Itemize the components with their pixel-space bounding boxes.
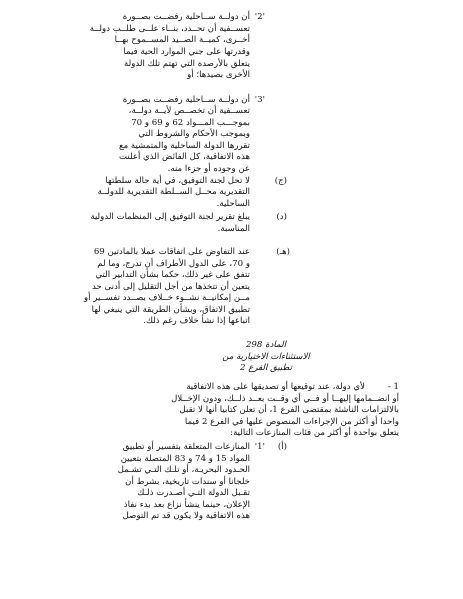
- text-line: وقدرتها على جني الموارد الحية فيما: [123, 47, 250, 57]
- text-line: أخــرى، كميــة الصــيد المســموح بهــا: [114, 35, 250, 45]
- text-line: خلجانا أو سندات تاريخية، بشرط أن: [125, 477, 250, 487]
- item-marker-c: (ج): [274, 176, 287, 186]
- text-line: المنازعات المتعلقة بتفسير أو تطبيق: [122, 442, 250, 452]
- text-line: تقررها الدولة الساحلية والمتمشية مع: [119, 141, 250, 151]
- article-title-line-1: الاستثناءات الاختيارية من: [222, 352, 310, 362]
- text-line: و 70، على الدول الأطراف أن تدرج، وما لم: [97, 259, 250, 269]
- text-line: التقديرية محــل الســلطة التقديرية للدولــة: [97, 187, 250, 197]
- text-line: يبلغ تقرير لجنة التوفيق إلى المنظمات الدولية: [90, 212, 250, 222]
- text-line: يتعلق بواحدة أو أكثر من فئات المنازعات التالية:: [230, 428, 399, 438]
- text-line: المناسبة.: [217, 224, 250, 234]
- text-line: تطبيق الاتفاق، وبشأن الطريقة التي ينبغي لها: [91, 305, 250, 315]
- text-line: الإعلان، حينما ينشأ نزاع بعد بدء نفاذ: [123, 500, 250, 510]
- text-line: عند التفاوض على اتفاقات عملا بالمادتين 69: [93, 247, 250, 257]
- subitem-marker-3: '3': [254, 95, 265, 105]
- text-line: لا تحل لجنة التوفيق، في أية حالة سلطتها: [105, 176, 250, 186]
- article-number: المادة 298: [245, 340, 287, 350]
- subitem-marker-1: '1': [254, 442, 265, 452]
- text-line: واحدا أو أكثر من الإجراءات المنصوص عليها في الفرع 2 فيما: [184, 417, 399, 427]
- item-marker-a: (أ): [277, 442, 287, 452]
- text-line: أن دولــة ســاحلية رفضــت بصــورة: [122, 12, 250, 22]
- subitem-marker-2: '2': [254, 12, 265, 22]
- text-line: تعســفية أن تخصــص لأيــة دولــة،: [128, 106, 250, 116]
- text-line: هذه الاتفاقية ولا يكون قد تم التوصل: [122, 511, 250, 521]
- text-line: اتباعها إذا نشأ خلاف رغم ذلك.: [143, 316, 250, 326]
- text-line: الساحلية.: [216, 199, 250, 209]
- text-line: يتعلق بالأرصدة التي تهتم تلك الدولة: [124, 59, 250, 69]
- text-line: تعســفية أن تحــدد، بنــاء علــى طلــب دولــة: [89, 24, 250, 34]
- text-line: مــن إمكانيــة نشــوء خــلاف بصــدد تفســير أو: [83, 293, 250, 303]
- text-line: الحـدود البحريـة، أو تلـك التـي تشـمل: [117, 465, 250, 475]
- article-title-line-2: تطبيق الفرع 2: [240, 363, 292, 373]
- text-line: المواد 15 و 74 و 83 المتصلة بتعيين: [120, 454, 250, 464]
- item-marker-e: (هـ): [276, 247, 290, 257]
- text-line: لأي دولة، عند توقيعها أو تصديقها على هذه الاتفاقية: [186, 382, 365, 392]
- text-line: أن دولــة ســاحلية رفضــت بصــورة: [122, 95, 250, 105]
- text-line: يتعين أن تتخذها من أجل التقليل إلى أدنى حد: [91, 282, 250, 292]
- text-line: عن وجوده أو جزءا منه.: [167, 164, 250, 174]
- item-marker-d: (د): [276, 212, 287, 222]
- text-line: وبموجب الأحكام والشروط التي: [138, 129, 250, 139]
- text-line: هذه الاتفاقية، كل الفائض الذي أعلنت: [118, 152, 250, 162]
- text-line: الأخرى بصيدها؛ أو: [187, 70, 250, 80]
- text-line: بالالتزامات الناشئة بمقتضى الفرع 1، أن تعلن كتابيا أنها لا تقبل: [179, 405, 399, 415]
- text-line: بموجـــب المـــواد 62 و 69 و 70: [131, 118, 250, 128]
- paragraph-number-1: 1 -: [387, 382, 399, 392]
- text-line: تتفق على غير ذلك، حكما بشأن التدابير التي: [95, 270, 250, 280]
- text-line: تقـبل الدولة التـي أصـدرت ذلـك: [137, 488, 250, 498]
- text-line: أو انضــمامها إليهــا أو فــي أي وقــت بعــد ذلــك، ودون الإخــلال: [171, 394, 399, 404]
